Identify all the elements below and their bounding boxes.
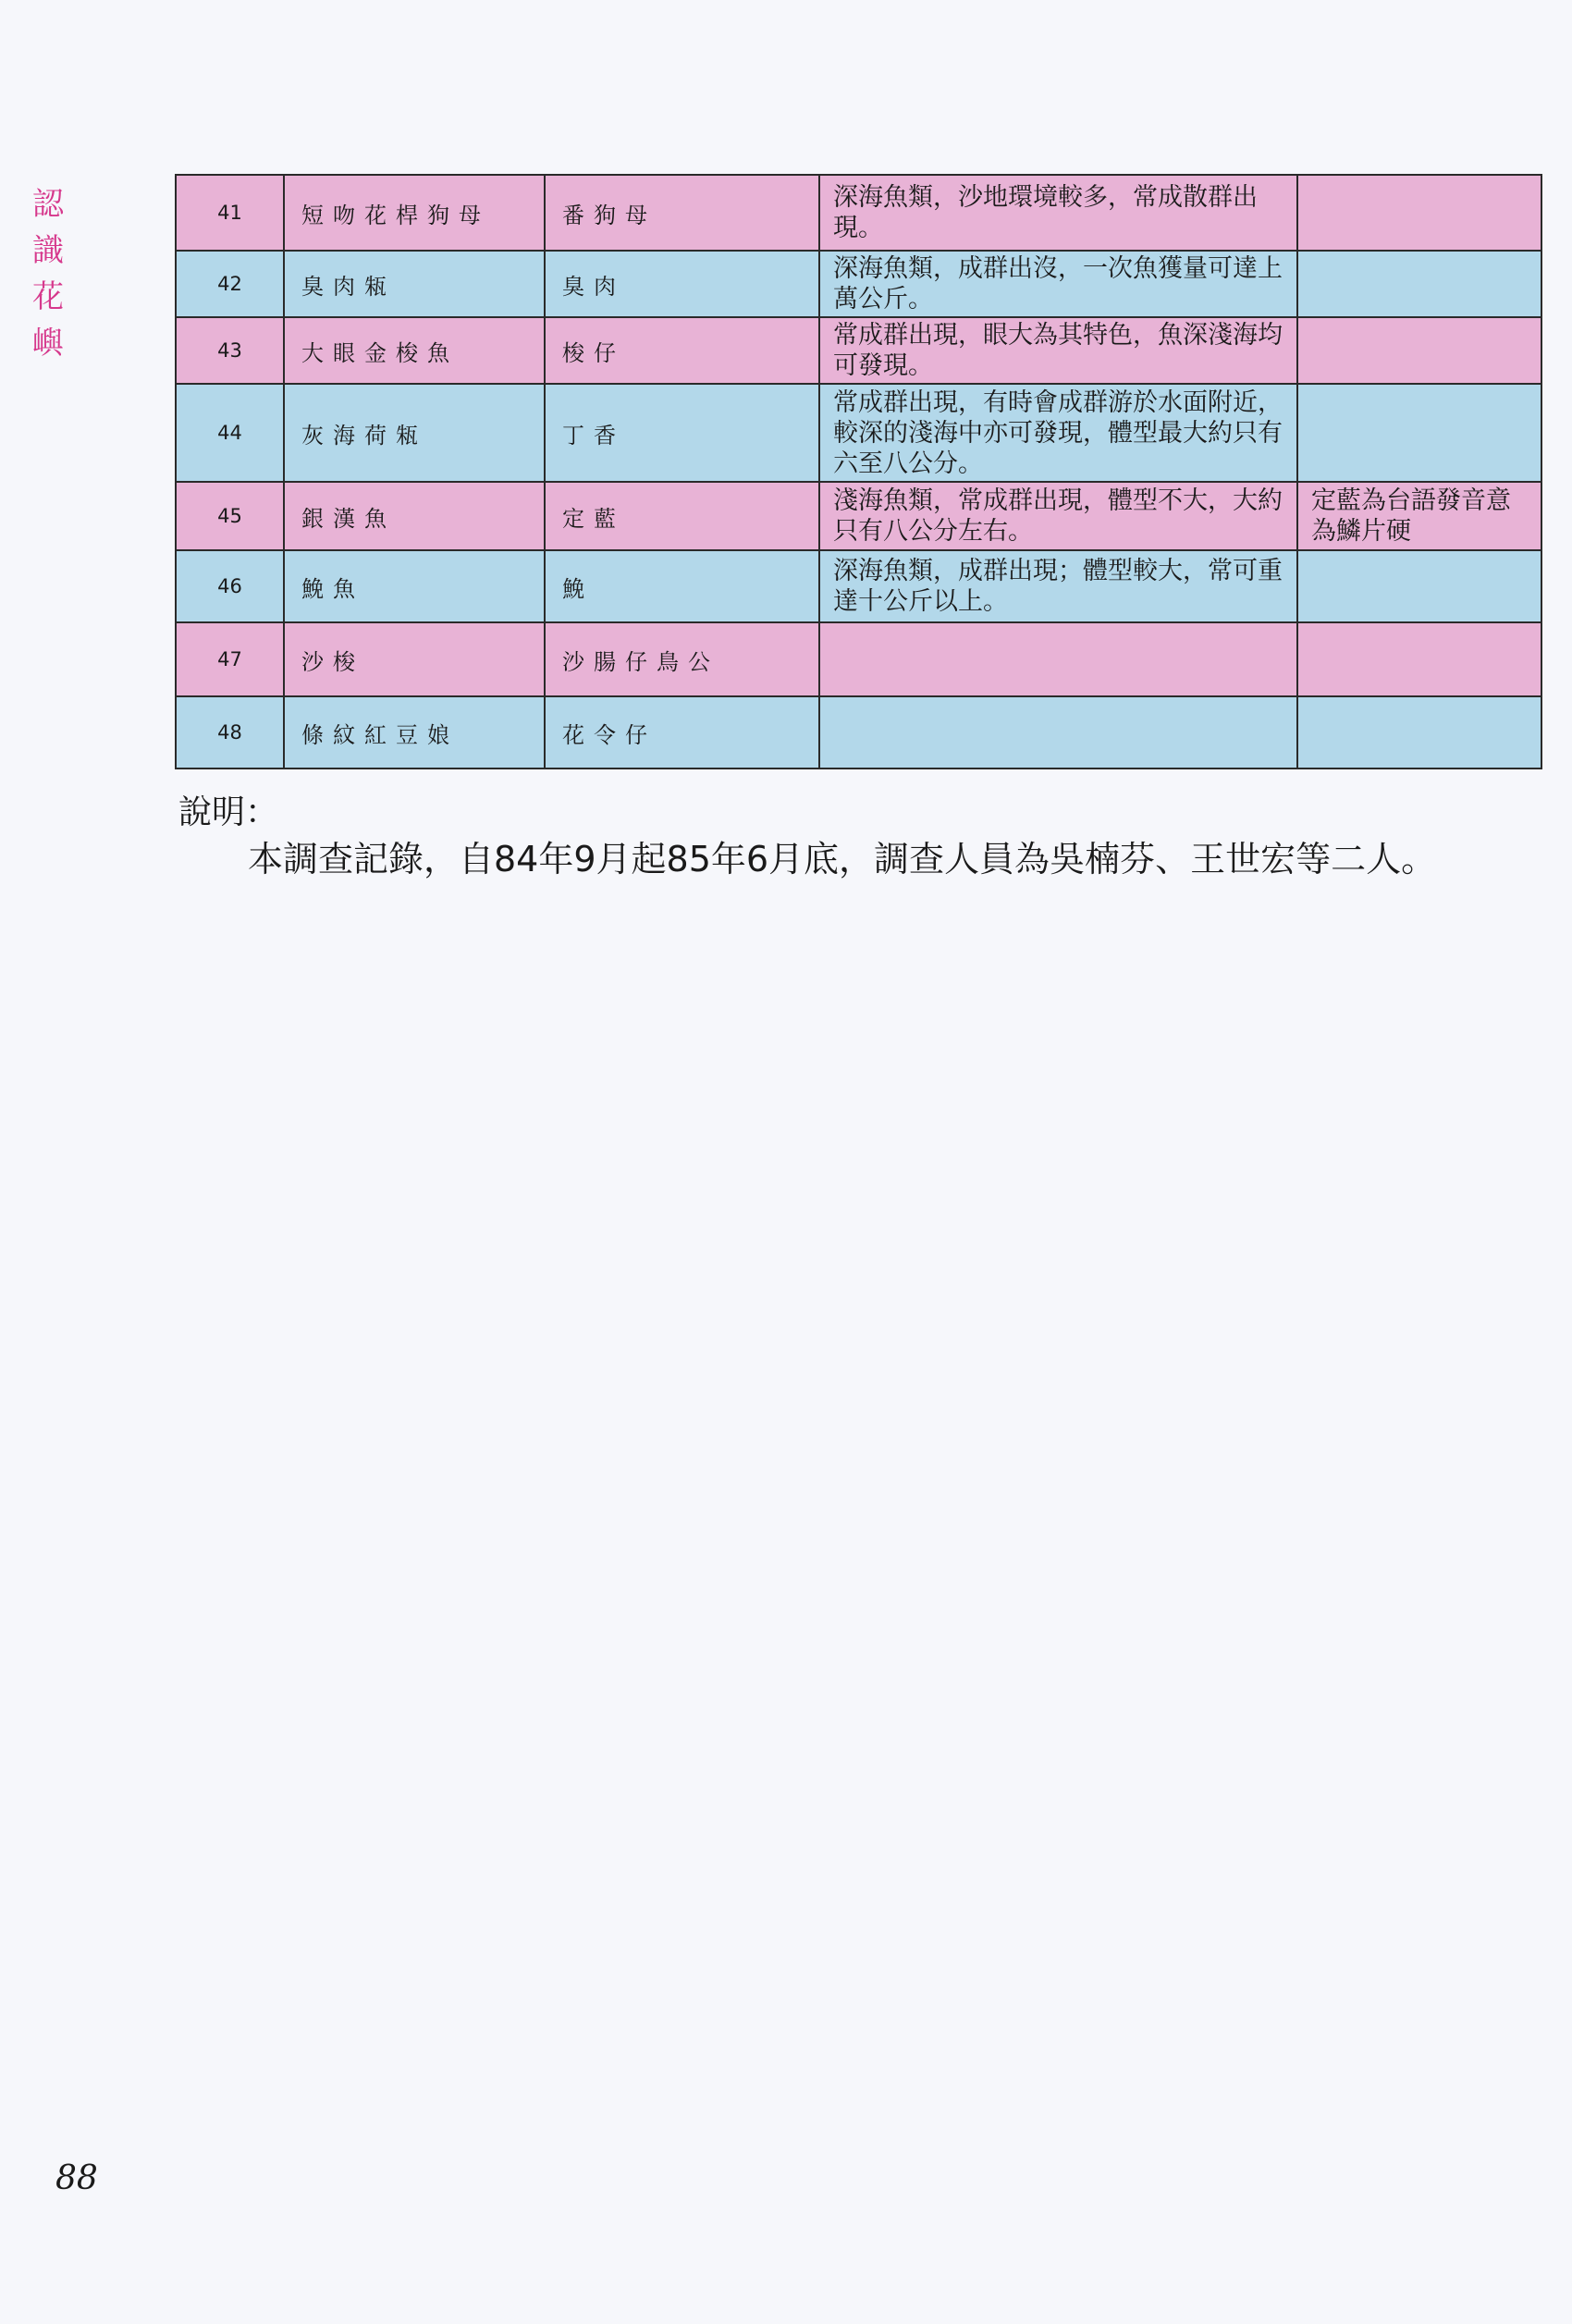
fish-survey-table	[175, 174, 1542, 769]
table-row	[176, 175, 1541, 251]
local-name: 鮸	[545, 550, 819, 622]
species-name: 條紋紅豆娘	[284, 696, 545, 769]
local-name: 臭肉	[545, 251, 819, 317]
description: 常成群出現，眼大為其特色，魚深淺海均可發現。	[819, 317, 1297, 384]
local-name: 丁香	[545, 384, 819, 482]
description: 深海魚類，沙地環境較多，常成散群出現。	[819, 175, 1297, 251]
row-number: 47	[176, 622, 284, 696]
species-name: 鮸魚	[284, 550, 545, 622]
description	[819, 622, 1297, 696]
remark	[1297, 251, 1541, 317]
description: 淺海魚類，常成群出現，體型不大，大約只有八公分左右。	[819, 482, 1297, 550]
remark	[1297, 622, 1541, 696]
notes-heading: 說明：	[178, 793, 279, 831]
row-number: 43	[176, 317, 284, 384]
local-name: 番狗母	[545, 175, 819, 251]
page-number: 88	[55, 2159, 98, 2197]
row-number: 48	[176, 696, 284, 769]
local-name: 花令仔	[545, 696, 819, 769]
description: 深海魚類，成群出沒，一次魚獲量可達上萬公斤。	[819, 251, 1297, 317]
table-row	[176, 550, 1541, 622]
description	[819, 696, 1297, 769]
species-name: 銀漢魚	[284, 482, 545, 550]
row-number: 45	[176, 482, 284, 550]
side-title-char: 認	[32, 186, 64, 223]
side-title-char: 嶼	[32, 325, 64, 362]
side-section-title	[30, 183, 67, 364]
description: 深海魚類，成群出現；體型較大，常可重達十公斤以上。	[819, 550, 1297, 622]
remark	[1297, 175, 1541, 251]
species-name: 灰海荷㼡	[284, 384, 545, 482]
species-name: 短吻花桿狗母	[284, 175, 545, 251]
row-number: 44	[176, 384, 284, 482]
remark: 定藍為台語發音意為鱗片硬	[1297, 482, 1541, 550]
table-row	[176, 696, 1541, 769]
species-name: 臭肉㼡	[284, 251, 545, 317]
description: 常成群出現，有時會成群游於水面附近，較深的淺海中亦可發現，體型最大約只有六至八公分。	[819, 384, 1297, 482]
species-name: 沙梭	[284, 622, 545, 696]
side-title-char: 花	[32, 278, 64, 315]
row-number: 46	[176, 550, 284, 622]
remark	[1297, 384, 1541, 482]
table-row	[176, 482, 1541, 550]
remark	[1297, 317, 1541, 384]
table-row	[176, 622, 1541, 696]
table-row	[176, 384, 1541, 482]
remark	[1297, 550, 1541, 622]
table-row	[176, 251, 1541, 317]
local-name: 梭仔	[545, 317, 819, 384]
remark	[1297, 696, 1541, 769]
side-title-char: 識	[32, 232, 64, 269]
row-number: 42	[176, 251, 284, 317]
table-row	[176, 317, 1541, 384]
row-number: 41	[176, 175, 284, 251]
local-name: 沙腸仔鳥公	[545, 622, 819, 696]
local-name: 定藍	[545, 482, 819, 550]
notes-body: 本調查記錄，自84年9月起85年6月底，調查人員為吳楠芬、王世宏等二人。	[248, 839, 1437, 879]
species-name: 大眼金梭魚	[284, 317, 545, 384]
